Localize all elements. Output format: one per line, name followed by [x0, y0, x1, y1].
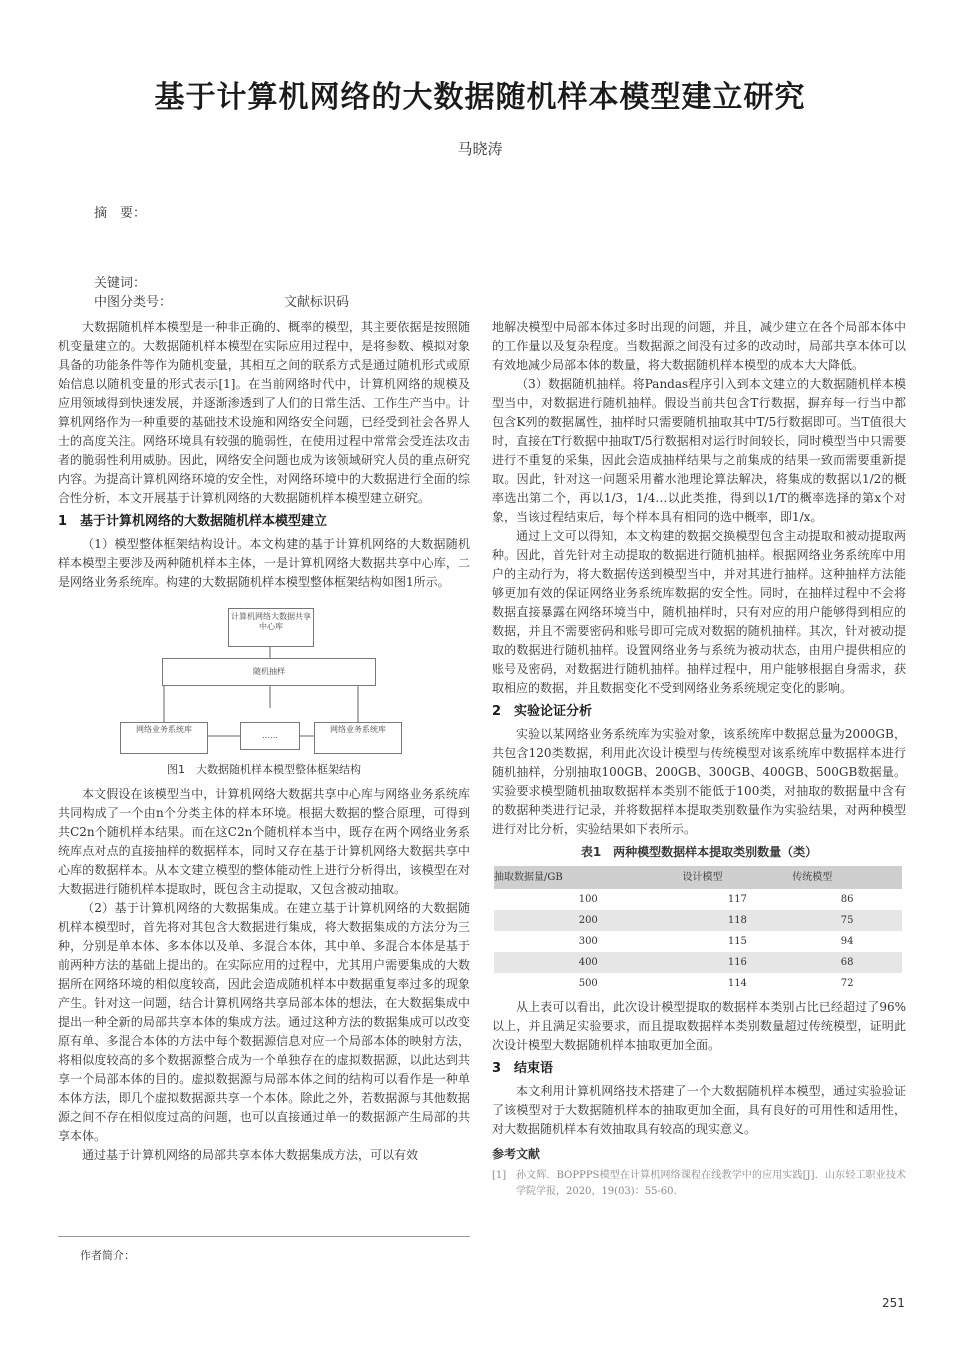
table-cell: 94	[840, 936, 854, 947]
table-cell: 300	[578, 936, 598, 947]
table-cell: 500	[578, 978, 598, 989]
section-title: 结束语	[514, 1061, 554, 1076]
table-cell: 115	[727, 936, 747, 947]
figure-box-shared-center: 计算机网络大数据共享中心库	[228, 608, 314, 647]
framework-figure	[58, 600, 470, 758]
section-title: 基于计算机网络的大数据随机样本模型建立	[80, 514, 328, 529]
paragraph: 从上表可以看出，此次设计模型提取的数据样本类别占比已经超过了96%以上，并且满足实验要求，而且提取数据样本类别数量超过传统模型，证明此次设计模型大数据随机样本抽取更加全面。	[492, 1000, 906, 1052]
section-title: 实验论证分析	[514, 704, 593, 719]
paragraph: （2）基于计算机网络的大数据集成。在建立基于计算机网络的大数据随机样本模型时，首先将对其包含大数据进行集成，将大数据集成的方法分为三种，分别是单本体、多本体以及单、多混合本体，其中单、多混合本体是基于前两种方法的基础上提出的。在实际应用的过程中，尤其用户需要集成的大数据所在网络环境的相似度较高，因此会造成随机样本中数据重复率过多的现象产生。针对这一问题，结合计算机网络共享局部本体的想法，在大数据集成中提出一种全新的局部共享本体的集成方法。通过这种方法的数据集成可以改变原有单、多混合本体的方法中每个数据源信息对应一个局部本体的映射方法，将相似度较高的多个数据源整合成为一个单独存在的虚拟数据源，以此达到共享一个局部本体的目的。虚拟数据源与局部本体之间的结构可以看作是一种单本体方法，即几个虚拟数据源共享一个本体。除此之外，若数据源与其他数据源之间不存在相似度过高的问题，也可以直接通过单一的数据源产生局部的共享本体。	[58, 901, 470, 1143]
figure-box-ellipsis: ……	[240, 722, 300, 750]
footnote-divider	[58, 1236, 470, 1237]
section-2-heading	[492, 702, 906, 721]
table-cell: 116	[683, 952, 793, 973]
table-cell: 200	[494, 910, 683, 931]
paragraph: （1）模型整体框架结构设计。本文构建的基于计算机网络的大数据随机样本模型主要涉及两种随机样本主体，一是计算机网络大数据共享中心库，二是网络业务系统库。构建的大数据随机样本模型整体框架结构如图1所示。	[58, 537, 470, 589]
table-row	[494, 973, 902, 994]
left-column	[58, 318, 470, 1165]
reference-text: 孙文辉．BOPPPS模型在计算机网络课程在线教学中的应用实践[J]．山东轻工职业技术学院学报，2020，19(03)：55-60.	[516, 1170, 906, 1197]
table-header: 设计模型	[683, 866, 793, 889]
paragraph: 本文利用计算机网络技术搭建了一个大数据随机样本模型，通过实验验证了该模型对于大数据随机样本的抽取更加全面，具有良好的可用性和适用性，对大数据随机样本有效抽取具有较高的现实意义。	[492, 1084, 906, 1136]
keywords-label: 关键词：	[94, 276, 147, 291]
paper-title: 基于计算机网络的大数据随机样本模型建立研究	[154, 80, 806, 115]
table-row	[494, 910, 902, 931]
table-cell: 400	[494, 952, 683, 973]
doc-code-label: 文献标识码	[284, 295, 350, 310]
section-1-heading	[58, 512, 470, 531]
reference-item	[492, 1168, 906, 1200]
table-cell: 114	[727, 978, 747, 989]
reference-number: [1]	[492, 1170, 507, 1181]
author-name: 马晓涛	[457, 140, 503, 158]
table-caption: 表1 两种模型数据样本提取类别数量（类）	[580, 845, 818, 859]
figure-box-business-system-left: 网络业务系统库	[120, 722, 208, 754]
clc-label: 中图分类号：	[94, 295, 173, 310]
section-number: 3	[492, 1061, 502, 1076]
paragraph: 通过上文可以得知，本文构建的数据交换模型包含主动提取和被动提取两种。因此，首先针对主动提取的数据进行随机抽样。根据网络业务系统库中用户的主动行为，将大数据传送到模型当中，并对其进行抽样。这种抽样方法能够更加有效的保证网络业务系统库数据的安全性。同时，在抽样过程中不会将数据直接暴露在网络环境当中，随机抽样时，只有对应的用户能够得到相应的数据，并且不需要密码和账号即可完成对数据的随机抽样。其次，针对被动提取的数据进行随机抽样。设置网络业务与系统为被动状态，由用户提供相应的账号及密码，对数据进行随机抽样。抽样过程中，用户能够根据自身需求，获取相应的数据，并且数据变化不受到网络业务系统规定变化的影响。	[492, 529, 906, 695]
paragraph: 通过基于计算机网络的局部共享本体大数据集成方法，可以有效	[82, 1148, 419, 1162]
paragraph: （3）数据随机抽样。将Pandas程序引入到本文建立的大数据随机样本模型当中，对数据进行随机抽样。假设当前共包含T行数据，摒弃每一行当中都包含K列的数据属性，抽样时只需要随机抽取其中T/5行数据即可。当T值很大时，直接在T行数据中抽取T/5行数据相对运行时间较长，同时模型当中只需要进行不重复的采集，因此会造成抽样结果与之前集成的结果一致而需要重新提取。因此，针对这一问题采用蓄水池理论算法解决，将集成的数据以1/2的概率选出第二个，再以1/3，1/4…以此类推，得到以1/T的概率选择的第x个对象，当该过程结束后，每个样本具有相同的选中概率，即1/x。	[492, 377, 906, 524]
table-cell: 86	[840, 894, 854, 905]
paragraph: 地解决模型中局部本体过多时出现的问题，并且，减少建立在各个局部本体中的工作量以及复杂程度。当数据源之间没有过多的改动时，局部共享本体可以有效地减少局部本体的数量，将大数据随机样本模型的成本大大降低。	[492, 320, 906, 372]
paragraph: 本文假设在该模型当中，计算机网络大数据共享中心库与网络业务系统库共同构成了一个由n个分类主体的样本环境。根据大数据的整合原理，可得到共C2n个随机样本结果。而在这C2n个随机样本当中，既存在两个网络业务系统库点对点的直接抽样的数据样本，同时又存在基于计算机网络大数据共享中心库的数据样本。从本文建立模型的整体能动性上进行分析得出，该模型在对大数据进行随机样本提取时，既包含主动提取，又包含被动抽取。	[58, 787, 470, 896]
paragraph: 实验以某网络业务系统库为实验对象，该系统库中数据总量为2000GB，共包含120类数据，利用此次设计模型与传统模型对该系统库中数据样本进行随机抽样，分别抽取100GB、200GB、300GB、400GB、500GB数据量。实验要求模型随机抽取数据样本类别不能低于100类，对抽取的数据量中含有的数据种类进行记录，并将数据样本提取类别数量作为实验结果，对两种模型进行对比分析，实验结果如下表所示。	[492, 727, 906, 836]
intro-paragraph: 大数据随机样本模型是一种非正确的、概率的模型，其主要依据是按照随机变量建立的。大数据随机样本模型在实际应用过程中，是将参数、模拟对象具备的功能条件等作为随机变量，其相互之间的联系方式是通过随机形式或原始信息以随机变量的形式表示[1]。在当前网络时代中，计算机网络的规模及应用领域得到快速发展，并逐渐渗透到了人们的日常生活、工作生产当中。计算机网络作为一种重要的基础技术设施和网络安全问题，已经受到社会各界人士的高度关注。网络环境具有较强的脆弱性，在使用过程中常常会受连法攻击者的脆弱性利用威胁。因此，网络安全问题也成为该领域研究人员的重点研究内容。为提高计算机网络环境的安全性，对网络环境中的大数据进行全面的综合性分析，本文开展基于计算机网络的大数据随机样本模型建立研究。	[58, 320, 470, 505]
table-cell: 118	[683, 910, 793, 931]
author-note-label: 作者简介：	[80, 1249, 135, 1262]
table-cell: 100	[578, 894, 598, 905]
table-header: 抽取数据量/GB	[494, 866, 683, 889]
right-column	[492, 318, 906, 1200]
section-number: 1	[58, 514, 68, 529]
table-cell: 68	[792, 952, 902, 973]
figure-caption: 图1 大数据随机样本模型整体框架结构	[167, 763, 361, 776]
references-heading: 参考文献	[492, 1147, 541, 1161]
table-header-row	[494, 866, 902, 889]
table-row	[494, 952, 902, 973]
table-cell: 72	[840, 978, 854, 989]
table-row	[494, 889, 902, 910]
figure-box-random-sampling: 随机抽样	[162, 658, 376, 686]
page-number: 251	[882, 1296, 905, 1310]
table-cell: 75	[792, 910, 902, 931]
table-cell: 117	[727, 894, 747, 905]
results-table	[494, 866, 902, 994]
abstract-label: 摘 要：	[94, 206, 147, 221]
figure-box-business-system-right: 网络业务系统库	[314, 722, 402, 754]
table-header: 传统模型	[792, 866, 902, 889]
section-number: 2	[492, 704, 502, 719]
section-3-heading	[492, 1059, 906, 1078]
table-row	[494, 931, 902, 952]
